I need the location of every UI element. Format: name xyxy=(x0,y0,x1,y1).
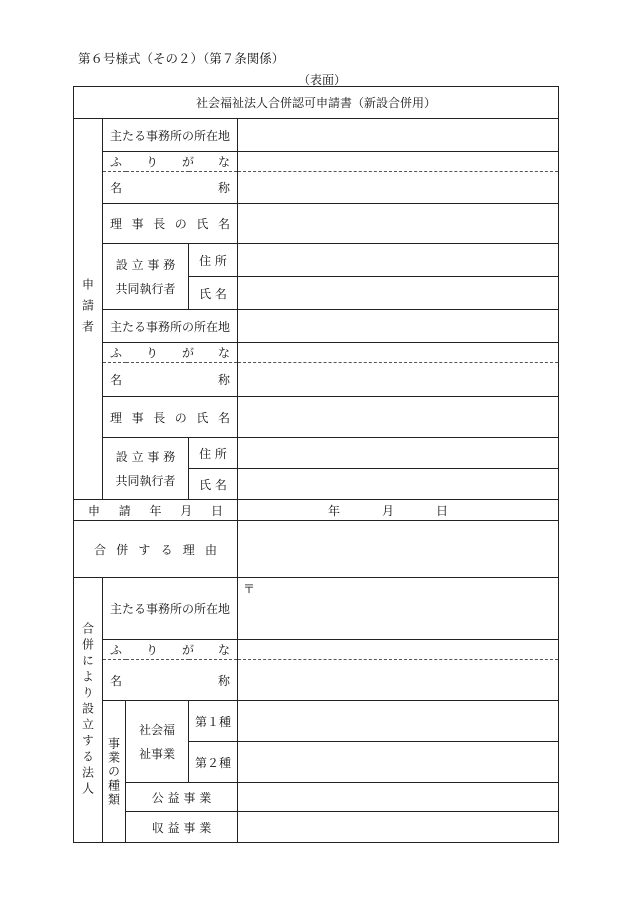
name-field-2[interactable] xyxy=(238,363,559,397)
type1-label: 第１種 xyxy=(189,701,238,742)
profit-field[interactable] xyxy=(238,812,559,843)
type2-label: 第２種 xyxy=(189,742,238,783)
social-welfare-label: 社会福 祉事業 xyxy=(126,701,189,783)
name-label-1: 名 称 xyxy=(103,172,238,204)
chairman-name-label-2: 理 事 長 の 氏 名 xyxy=(103,397,238,438)
name-field-3[interactable] xyxy=(238,660,559,701)
furigana-field-2[interactable] xyxy=(238,343,559,363)
public-interest-label: 公 益 事 業 xyxy=(126,783,238,812)
office-location-field-1[interactable] xyxy=(238,119,559,152)
person-name-field-2[interactable] xyxy=(238,469,559,500)
form-number: 第６号様式（その２）（第７条関係） xyxy=(78,51,285,66)
application-date-field[interactable]: 年 月 日 xyxy=(238,500,559,521)
profit-label: 収 益 事 業 xyxy=(126,812,238,843)
name-field-1[interactable] xyxy=(238,172,559,204)
furigana-label-3: ふ り が な xyxy=(103,640,238,660)
name-label-3: 名 称 xyxy=(103,660,238,701)
furigana-label-1: ふ り が な xyxy=(103,152,238,172)
type2-field[interactable] xyxy=(238,742,559,783)
public-interest-field[interactable] xyxy=(238,783,559,812)
office-location-field-2[interactable] xyxy=(238,310,559,343)
furigana-field-3[interactable] xyxy=(238,640,559,660)
furigana-field-1[interactable] xyxy=(238,152,559,172)
executor-label-1: 設 立 事 務 共同執行者 xyxy=(103,244,189,310)
new-corp-group-label xyxy=(74,578,103,843)
application-form xyxy=(73,86,559,843)
office-location-label-1: 主たる事務所の所在地 xyxy=(103,119,238,152)
business-type-text: 事業の種類 xyxy=(106,736,121,807)
postal-mark: 〒 xyxy=(243,582,256,596)
name-label-2: 名 称 xyxy=(103,363,238,397)
furigana-label-2: ふ り が な xyxy=(103,343,238,363)
executor-label-2: 設 立 事 務 共同執行者 xyxy=(103,438,189,500)
address-label-2: 住 所 xyxy=(189,438,238,469)
chairman-name-field-2[interactable] xyxy=(238,397,559,438)
form-title: 社会福祉法人合併認可申請書（新設合併用） xyxy=(74,87,559,119)
application-date-label: 申 請 年 月 日 xyxy=(74,500,238,521)
business-type-label xyxy=(103,701,126,843)
merger-reason-label: 合 併 す る 理 由 xyxy=(74,521,238,578)
address-field-2[interactable] xyxy=(238,438,559,469)
side-label: （表面） xyxy=(298,73,347,87)
chairman-name-field-1[interactable] xyxy=(238,204,559,244)
chairman-name-label-1: 理 事 長 の 氏 名 xyxy=(103,204,238,244)
merger-reason-field[interactable] xyxy=(238,521,559,578)
new-corp-group-text: 合併により設立する法人 xyxy=(80,622,95,798)
person-name-label-2: 氏 名 xyxy=(189,469,238,500)
office-location-label-3: 主たる事務所の所在地 xyxy=(103,578,238,640)
office-location-label-2: 主たる事務所の所在地 xyxy=(103,310,238,343)
address-label-1: 住 所 xyxy=(189,244,238,277)
office-location-field-3[interactable] xyxy=(238,578,559,640)
person-name-label-1: 氏 名 xyxy=(189,277,238,310)
type1-field[interactable] xyxy=(238,701,559,742)
person-name-field-1[interactable] xyxy=(238,277,559,310)
address-field-1[interactable] xyxy=(238,244,559,277)
applicant-group-text: 申請者 xyxy=(80,277,95,341)
applicant-group-label xyxy=(74,119,103,500)
